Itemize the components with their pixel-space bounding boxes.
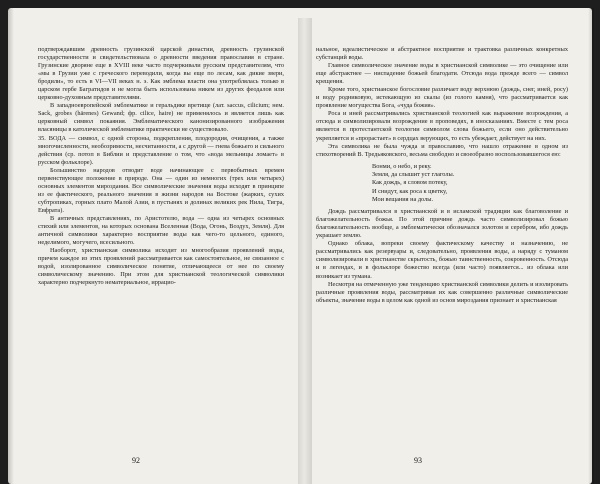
- poem-line: Как дождь, я словом потеку,: [372, 179, 448, 187]
- book-spine: [298, 18, 312, 484]
- paragraph: В античных представлениях, по Аристотелю, вода — одна из четырех основных стихий или элементов, на которых основана Вселенная (Вода, Огонь, Воздух, Земля). Для античной символики характерно восприятие воды как чего-то цельного, единого, неделимого, могучего, всесильного.: [38, 214, 284, 247]
- page-edge-shadow: [588, 8, 594, 484]
- page-number: 92: [132, 456, 140, 465]
- poem-line: Вонми, о небо, и реку.: [372, 162, 432, 170]
- poem-line: Мои вещания на долы.: [372, 195, 434, 203]
- paragraph: Дождь рассматривался в христианской и в исламской традиции как благоволение и благожелательность божья. По этой причине дождь часто символизировал божью благожелательность вообще, а эмблематически обозначался золотом и серебром, ибо дождь украшает землю.: [316, 208, 568, 240]
- paragraph: В западноевропейской эмблематике и геральдике вретище (лат. saccus, cilicium; нем. Sack, grobes (härenes) Gewand; фр. cilice, haire) не применялось и является лишь как церковный символ покаяния. Эмблематического канонизированного изображения власяницы в католической эмблематике практически не существовало.: [38, 102, 284, 134]
- page-number: 93: [414, 456, 422, 465]
- paragraph: Кроме того, христианское богословие различает воду верхнюю (дождь, снег, иней, росу) и воду родниковую, истекающую из скалы (из голого камня), что рассматривается как проявление могущества Бога, «чуда божия».: [316, 86, 568, 110]
- page-edge-shadow: [8, 8, 14, 484]
- paragraph: Наоборот, христианская символика исходит из многообразия проявлений воды, причем каждое из этих проявлений рассматривается как самостоятельное, не связанное с водой, изолированное символическое понятие, отличающееся от нее по своему символическому значению. При этом для христианской теологической символики характерно подчеркнуто нематериальное, иррацио-: [38, 247, 284, 287]
- poem-line: И снидут, как роса к цветку,: [372, 187, 448, 195]
- paragraph: подтверждавшим древность грузинской царской династии, древность грузинской государственности и свидетельствовала о древности введения православия в стране. Грузинские дворяне еще в XVIII веке часто подчеркивали русским представителям, что «мы в Грузии уже с греческого переводили, когда вы еще по лесам, как дикие звери, бродили», то есть в VI—VII веках н. э. Как эмблема власти она употреблялась только в царском гербе Багратидов и не могла быть использована никем из других феодалов или церковно-духовным представителями.: [38, 46, 284, 102]
- paragraph: Главное символическое значение воды в христианской символике — это очищение или еще абстрактнее — ниспадение божьей благодати. Отсюда вода прежде всего — символ крещения.: [316, 62, 568, 86]
- left-page: [8, 8, 286, 484]
- paragraph: Эта символика не была чужда и православию, что нашло отражение в одном из стихотворений В. Тредьяковского, весьма свободно и своеобразно воспользовавшегося ею:: [316, 142, 568, 158]
- paragraph: Однако облака, вопреки своему фактическому качеству и назначению, не рассматривались как резервуары и, следовательно, проявления воды, а наряду с туманом символизировали в христианстве скрытость, божью таинственность, сокровенность. Отсюда и в легендах, и в фольклоре божество всегда (или часто) появляется... из облака или возникает из тумана.: [316, 240, 568, 280]
- poem: [372, 163, 568, 204]
- right-page-text: [316, 46, 568, 305]
- right-page: [316, 8, 594, 484]
- left-page-text: [38, 46, 284, 287]
- paragraph: нальное, идеалистическое и абстрактное восприятие и трактовка различных конкретных субстанций воды.: [316, 46, 568, 62]
- poem-line: Земля, да слышит уст глаголы.: [372, 170, 455, 178]
- paragraph: Несмотря на отмеченную уже тенденцию христианской символики делить и изолировать различные проявления воды, рассматривая их как совершенно различные символические объекты, значение воды в целом как одной из основ мироздания признает и христианская: [316, 280, 568, 304]
- paragraph: Роса и иней рассматривались христианской теологией как выражение возрождения, а отсюда и символизировали возрождение в проповедях, в иносказаниях. Вместе с тем роса является в протестантской теологии символом слова божьего, если оно действительно укрепляется и «прорастает» в сердцах верующих, то есть убеждает, действует на них.: [316, 110, 568, 142]
- paragraph: 35. ВОДА — символ, с одной стороны, подкрепления, плодородия, очищения, а также многочисленности, необозримости, несчитанности, а с другой — гнева божьего и сильного действия (ср. потоп в Библии и представление о том, что «вода мельницы ломает» в русском фольклоре).: [38, 134, 284, 166]
- open-book: [8, 8, 592, 484]
- paragraph: Большинство народов отводит воде начинающее с первобытных времен первенствующее положение в природе. Она — один из немногих (трех или четырех) основных элементов мироздания. Все символические значения воды исходят в принципе из ее фактического, реального значения в жизни народов на Востоке (жарких, сухих субтропиках, горных плато Малой Азии, в пустынях и долинах великих рек Нила, Тигра, Евфрата).: [38, 166, 284, 214]
